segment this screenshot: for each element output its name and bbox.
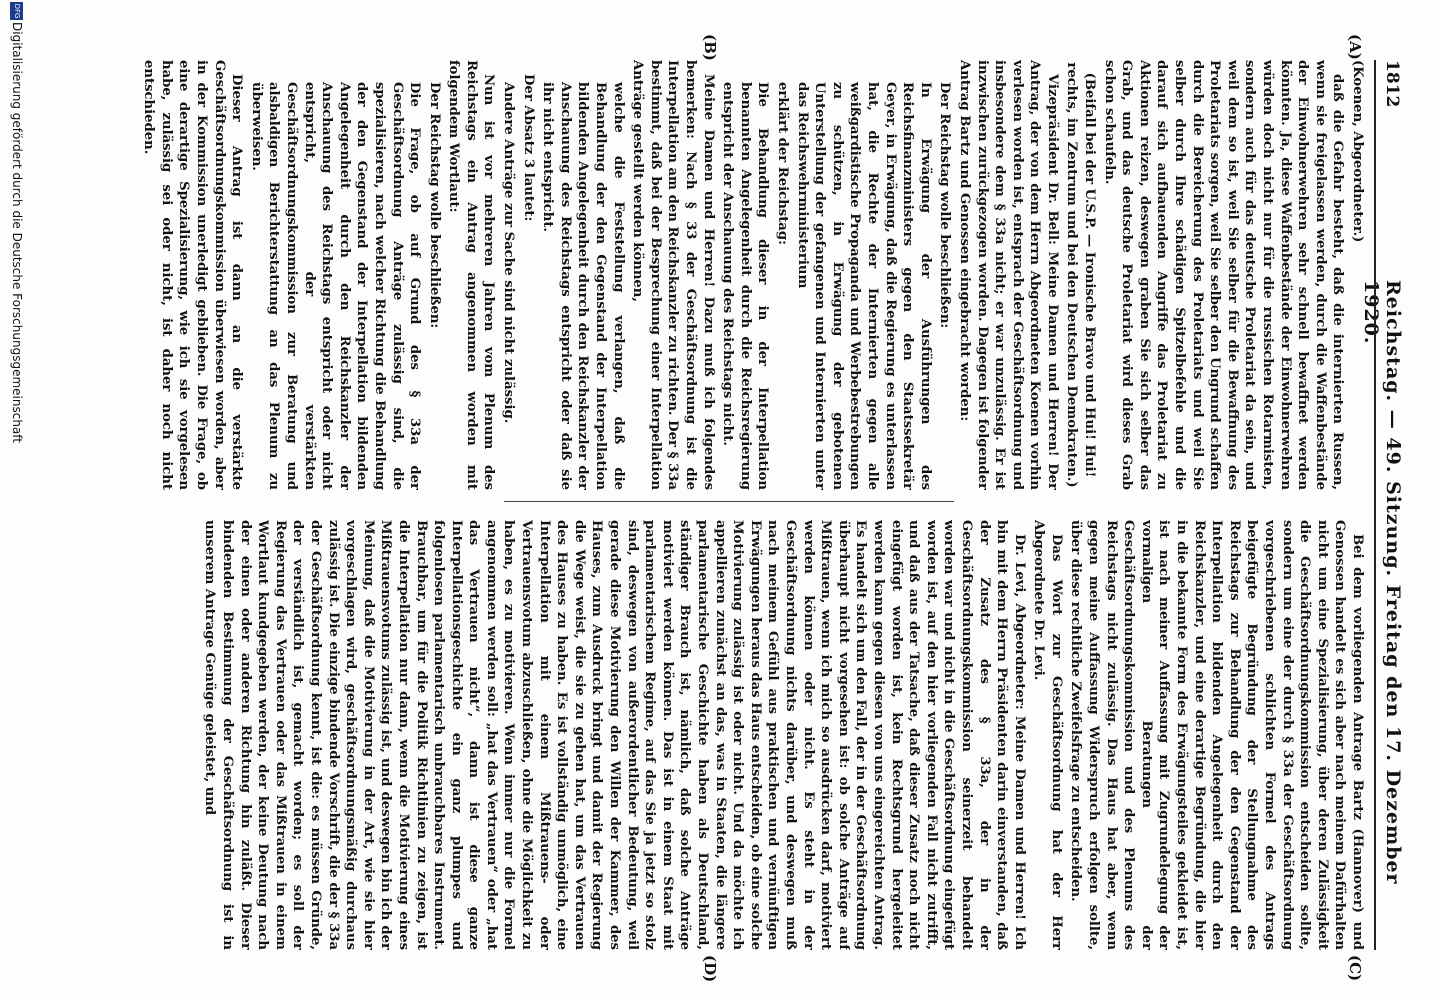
motion-text: Die Frage, ob auf Grund des § 33a der Geschäftsordnung Anträge zulässig sind, die spezialisieren, nach welcher Richtung die Behandlung der den Gegenstand der Interpellation bildenden Angelegenheit durch den Reichskanzler der Anschauung des Reichstags entspricht oder nicht entspricht, der verstärkten Geschäftsordnungskommission zur Beratung und alsbaldigen Berichterstattung an das Plenum zu überweisen. (248, 82, 423, 490)
motion-text: erklärt der Reichstag: (775, 82, 790, 245)
page-number: 1812 (1382, 60, 1402, 108)
column-divider (504, 501, 954, 502)
motion-heading: Der Reichstag wolle beschließen: (937, 82, 953, 329)
dfg-logo: DFG (10, 2, 23, 20)
margin-marker-c: (C) (1346, 955, 1364, 982)
right-text-column (96, 520, 1366, 950)
paragraph: Das Wort zur Geschäftsordnung hat der Herr Abgeordnete Dr. Levi. (1031, 520, 1064, 950)
left-text-column (96, 60, 1366, 490)
margin-marker-b: (B) (701, 34, 719, 61)
quoted-rule: welche die Feststellung verlangen, daß die Behandlung der den Gegenstand der Interpellation bildenden Angelegenheit durch den Reichskanzler der Anschauung des Reichstags entspricht oder daß sie ihr nicht entspricht. (540, 82, 626, 490)
paragraph: Meine Damen und Herren! Dazu muß ich folgendes bemerken: Nach § 33 der Geschäftsordnung ist die Interpellation am den Reichskanzler zu richten. Der § 33a bestimmt, daß bei der Besprechung einer Interpellation Anträge gestellt werden können, (630, 60, 716, 490)
margin-marker-d: (D) (701, 955, 719, 983)
paragraph: Der Absatz 3 lautet: (520, 74, 536, 222)
digitization-credit: Digitalisierung gefördert durch die Deutsche Forschungsgemeinschaft (10, 22, 24, 444)
header-rule (1374, 60, 1376, 950)
motion-heading: Der Reichstag wolle beschließen: (426, 82, 442, 329)
page-title: Reichstag. — 49. Sitzung. Freitag den 17. Dezember 1920. (1360, 280, 1404, 885)
quoted-rule: Andere Anträge zur Sache sind nicht zulässig. (501, 82, 517, 424)
paragraph: Bei dem vorliegenden Antrage Bartz (Hannover) und Genossen handelt es sich aber nach meinem Dafürhalten nicht um eine Spezialisierung, über deren Zulässigkeit die Geschäftsordnungskommission entscheiden sollte, sondern um eine der durch § 33a der Geschäftsordnung vorgeschriebenen schlichten Formel des Antrags beigefügte Begründung der Stellungnahme des Reichstags zur Behandlung der den Gegenstand der Interpellation bildenden Angelegenheit durch den Reichskanzler, und eine derartige Begründung, die hier in die bekannte Form des Erwägungsteiles gekleidet ist, ist nach meiner Auffassung mit Zugrundelegung der vormaligen Beratungen der Geschäftsordnungskommission und des Plenums des Reichstags nicht zulässig. Das Haus hat aber, wenn gegen meine Auffassung Widerspruch erfolgen sollte, über diese rechtliche Zweifelsfrage zu entscheiden. (1068, 520, 1365, 950)
page-header (1360, 60, 1406, 950)
paragraph: Dr. Levi, Abgeordneter: Meine Damen und Herren! Ich bin mit dem Herrn Präsidenten darin einverstanden, daß der Zusatz des § 33a, der in der Geschäftsordnungskommission seinerzeit behandelt worden war und nicht in die Geschäftsordnung eingefügt worden ist, auf den hier vorliegenden Fall nicht zutrifft, und daß aus der Tatsache, daß dieser Zusatz noch nicht eingefügt worden ist, kein Rechtsgrund hergeleitet werden kann gegen diesen von uns eingereichten Antrag. Es handelt sich um den Fall, der in der Geschäftsordnung überhaupt nicht vorgesehen ist: ob solche Anträge auf Mißtrauen, wenn ich mich so ausdrücken darf, motiviert werden können oder nicht. Es steht in der Geschäftsordnung nichts darüber, und deswegen muß nach meinem Gefühl aus praktischen und vernünftigen Erwägungen heraus das Haus entscheiden, ob eine solche Motivierung zulässig ist oder nicht. Und da möchte ich appellieren zunächst an das, was in Staaten, die längere parlamentarische Geschichte haben als Deutschland, ständiger Brauch ist, nämlich, daß solche Anträge motiviert werden können. Das ist in einem Staat mit parlamentarischem Regime, auf das Sie ja jetzt so stolz sind, deswegen von außerordentlicher Bedeutung, weil gerade diese Motivierung den Willen der Kammer, des Hauses, zum Ausdruck bringt und damit der Regierung die Wege weist, die sie zu gehen hat, um das Vertrauen des Hauses zu haben. Es ist vollständig unmöglich, eine Interpellation mit einem Mißtrauens- oder Vertrauensvotum abzuschließen, ohne die Möglichkeit zu haben, es zu motivieren. Wenn immer nur die Formel angenommen werden soll: „hat das Vertrauen“ oder „hat das Vertrauen nicht“, dann ist diese ganze Interpellationsgeschichte ein ganz plumpes und folgenlosen parlamentarisch unbrauchbares Instrument. Brauchbar, um für die Politik Richtlinien zu zeigen, ist die Interpellation nur dann, wenn die Motivierung eines Mißtrauensvotums zulässig ist, und deswegen bin ich der Meinung, daß die Motivierung in der Art, wie sie hier vorgeschlagen wird, geschäftsordnungsmäßig durchaus zulässig ist. Die einzige bindende Vorschrift, die der § 33a der Geschäftsordnung kennt, ist die: es müssen Gründe, der verständlich ist, gemacht worden; es soll der Regierung das Vertrauen oder das Mißtrauen in einem Wortlaut kundgegeben werden, der keine Deutung nach der einen oder anderen Richtung hin zuläßt. Dieser bindenden Bestimmung der Geschäftsordnung ist in unserem Antrage Genüge geleistet, und (202, 520, 1027, 950)
paragraph: Nun ist vor mehreren Jahren vom Plenum des Reichstags ein Antrag angenommen worden mit folgendem Wortlaut: (446, 60, 497, 490)
paragraph: daß die Gefahr besteht, daß die internierten Russen, wenn sie freigelassen werden, durch die Waffenbestände der Einwohnerwehren sehr schnell bewaffnet werden könnten. Ja, diese Waffenbestände der Einwohnerwehren würden doch nicht nur für die russischen Rotarmisten, sondern auch für das deutsche Proletariat da sein, und weil dem so ist, weil Sie selber für die Bewaffnung des Proletariats sorgen, weil Sie selber den Ungrund schaffen durch die Bereicherung des Proletariats und weil Sie selber durch Ihre schädigen Spitzelbefehle und die darauf sich aufbauenden Angriffe das Proletariat zu Aktionen reizen, deswegen graben Sie sich selber das Grab, und das deutsche Proletariat wird dieses Grab schon schaufeln. (1101, 60, 1346, 490)
speaker-reference: (Koenen, Abgeordneter.) (1350, 60, 1365, 243)
paragraph: Dieser Antrag ist dann an die verstärkte Geschäftsordnungskommission überwiesen worden, aber in der Kommission unerledigt geblieben. Die Frage, ob eine derartige Spezialisierung, wie ich sie vorgelesen habe, zulässig sei oder nicht, ist daher noch nicht entschieden. (141, 60, 245, 490)
paragraph: Vizepräsident Dr. Bell: Meine Damen und Herren! Der Antrag, der von dem Herrn Abgeordneten Koenen vorhin verlesen worden ist, entsprach der Geschäftsordnung und insbesondere dem § 33a nicht; er war unzulässig. Er ist inzwischen zurückgezogen worden. Dagegen ist folgender Antrag Bartz und Genossen eingebracht worden: (956, 60, 1060, 490)
motion-text: Die Behandlung dieser in der Interpellation benannten Angelegenheit durch die Reichsregierung entspricht der Anschauung des Reichstags nicht. (720, 82, 771, 490)
margin-marker-a: (A) (1346, 34, 1364, 60)
motion-text: In Erwägung der Ausführungen des Reichsfinanzministers gegen den Staatssekretär Geyer, in Erwägung, daß die Regierung es unterlassen hat, die Rechte der Internierten gegen alle weißgardistische Propaganda und Werbebestrebungen zu schützen, in Erwägung der gebotenen Unterstellung der gefangenen und Internierten unter das Reichswehrministerium (794, 82, 933, 490)
stage-direction: (Beifall bei der U.S.P. — Ironische Bravo und Hui! Hui! rechts, im Zentrum und bei den Deutschen Demokraten.) (1064, 62, 1098, 488)
